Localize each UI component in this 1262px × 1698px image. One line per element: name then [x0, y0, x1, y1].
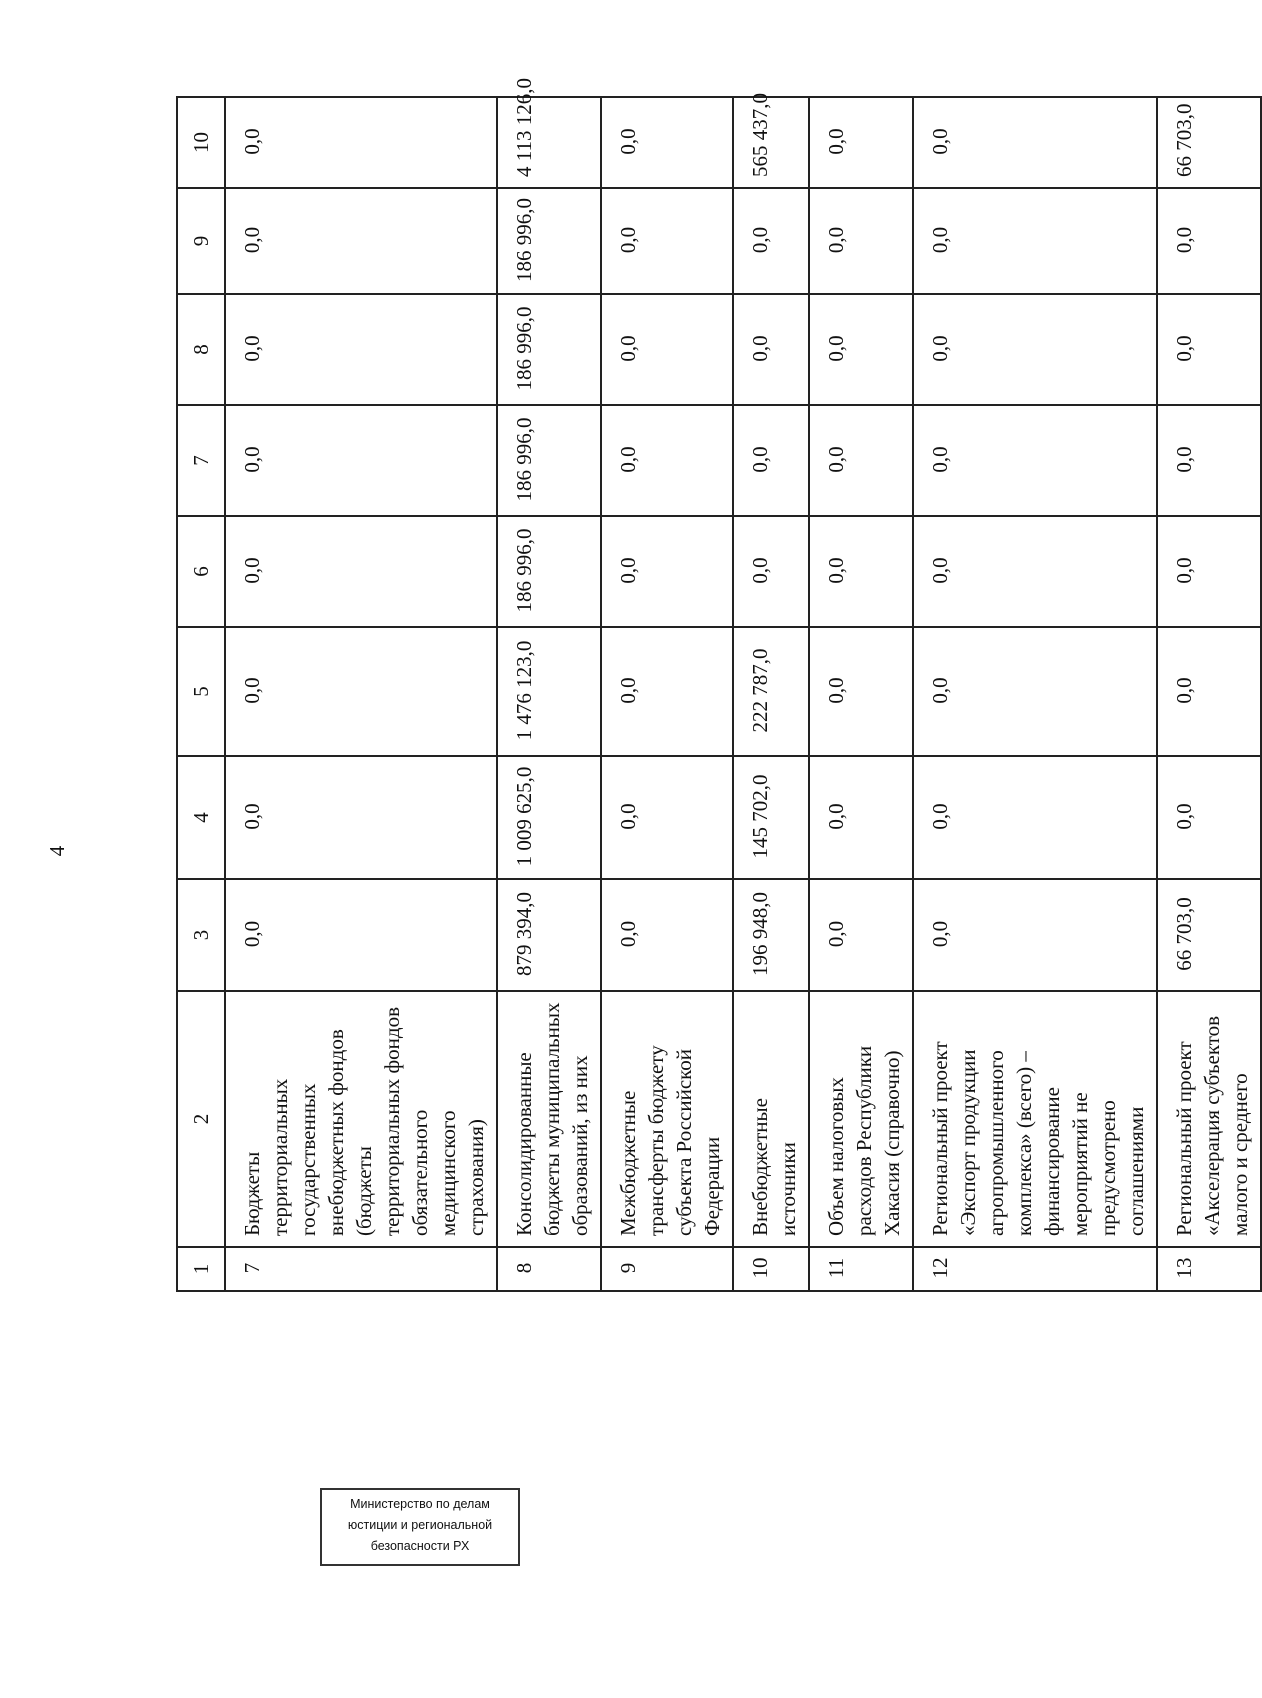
table-row [733, 97, 809, 1291]
value-cell: 0,0 [601, 879, 733, 991]
value-cell: 0,0 [733, 405, 809, 516]
value-cell: 0,0 [601, 294, 733, 405]
table-row [913, 97, 1157, 1291]
row-number: 10 [733, 1247, 809, 1291]
value-cell: 145 702,0 [733, 756, 809, 879]
value-cell: 0,0 [225, 879, 497, 991]
row-name: Объем налоговых расходов Республики Хакасия (справочно) [809, 991, 913, 1247]
value-cell: 1 009 625,0 [497, 756, 601, 879]
row-name: Внебюджетные источники [733, 991, 809, 1247]
value-cell: 0,0 [601, 188, 733, 294]
value-cell: 222 787,0 [733, 627, 809, 756]
value-cell: 0,0 [733, 294, 809, 405]
value-cell: 0,0 [225, 756, 497, 879]
value-cell: 0,0 [1157, 188, 1261, 294]
column-header: 6 [177, 516, 225, 627]
column-header: 1 [177, 1247, 225, 1291]
value-cell: 0,0 [913, 756, 1157, 879]
value-cell: 66 703,0 [1157, 879, 1261, 991]
table-body [225, 78, 1261, 1291]
value-cell: 0,0 [733, 516, 809, 627]
value-cell: 0,0 [809, 405, 913, 516]
page-number: 4 [45, 845, 69, 857]
ministry-stamp [320, 1488, 520, 1566]
value-cell: 0,0 [601, 516, 733, 627]
row-number: 7 [225, 1247, 497, 1291]
column-header: 3 [177, 879, 225, 991]
value-cell: 0,0 [809, 627, 913, 756]
value-cell: 0,0 [809, 97, 913, 188]
column-header: 8 [177, 294, 225, 405]
value-cell: 0,0 [913, 188, 1157, 294]
column-header: 9 [177, 188, 225, 294]
value-cell: 0,0 [1157, 627, 1261, 756]
row-name: Бюджеты территориальных государственных внебюджетных фондов (бюджеты территориальных фондов обязательного медицинского страхования) [225, 991, 497, 1247]
value-cell: 0,0 [601, 627, 733, 756]
table-row [809, 97, 913, 1291]
value-cell: 0,0 [913, 97, 1157, 188]
table-row [497, 97, 601, 1291]
value-cell: 0,0 [913, 879, 1157, 991]
row-name: Региональный проект «Акселерация субъектов малого и среднего [1157, 991, 1261, 1247]
row-number: 12 [913, 1247, 1157, 1291]
value-cell: 0,0 [809, 294, 913, 405]
value-cell: 0,0 [225, 627, 497, 756]
value-cell: 0,0 [913, 516, 1157, 627]
value-cell: 1 476 123,0 [497, 627, 601, 756]
value-cell: 0,0 [809, 188, 913, 294]
value-cell: 0,0 [913, 405, 1157, 516]
table-row [1157, 97, 1261, 1291]
value-cell: 186 996,0 [497, 405, 601, 516]
table-header-row [177, 97, 225, 1291]
value-cell: 0,0 [733, 188, 809, 294]
stamp-line: юстиции и региональной [347, 1518, 493, 1532]
value-cell: 66 703,0 [1157, 97, 1261, 188]
value-cell: 186 996,0 [497, 516, 601, 627]
table-row [225, 97, 497, 1291]
value-cell: 186 996,0 [497, 294, 601, 405]
value-cell: 0,0 [225, 405, 497, 516]
value-cell: 0,0 [225, 188, 497, 294]
value-cell: 0,0 [1157, 294, 1261, 405]
value-cell: 196 948,0 [733, 879, 809, 991]
value-cell: 0,0 [225, 97, 497, 188]
column-header: 2 [177, 991, 225, 1247]
value-cell: 0,0 [913, 627, 1157, 756]
row-number: 11 [809, 1247, 913, 1291]
value-cell: 565 437,0 [733, 97, 809, 188]
value-cell: 0,0 [809, 879, 913, 991]
value-cell: 0,0 [601, 405, 733, 516]
value-cell: 0,0 [225, 516, 497, 627]
stamp-line: безопасности РХ [370, 1539, 470, 1553]
value-cell: 0,0 [601, 756, 733, 879]
value-cell: 4 113 126,0 [497, 97, 601, 188]
row-name: Консолидированные бюджеты муниципальных образований, из них [497, 991, 601, 1247]
value-cell: 0,0 [809, 516, 913, 627]
budget-table [176, 78, 1262, 1292]
row-number: 9 [601, 1247, 733, 1291]
value-cell: 0,0 [1157, 756, 1261, 879]
value-cell: 186 996,0 [497, 188, 601, 294]
table-row [601, 97, 733, 1291]
value-cell: 0,0 [809, 756, 913, 879]
stamp-line: Министерство по делам [350, 1497, 490, 1511]
value-cell: 0,0 [225, 294, 497, 405]
column-header: 7 [177, 405, 225, 516]
value-cell: 879 394,0 [497, 879, 601, 991]
row-name: Региональный проект «Экспорт продукции агропромышленного комплекса» (всего) – финансирование мероприятий не предусмотрено соглашениями [913, 991, 1157, 1247]
column-header: 5 [177, 627, 225, 756]
column-header: 4 [177, 756, 225, 879]
column-header: 10 [177, 97, 225, 188]
value-cell: 0,0 [601, 97, 733, 188]
value-cell: 0,0 [1157, 516, 1261, 627]
row-number: 13 [1157, 1247, 1261, 1291]
budget-table-container [176, 78, 1252, 1292]
row-name: Межбюджетные трансферты бюджету субъекта Российской Федерации [601, 991, 733, 1247]
row-number: 8 [497, 1247, 601, 1291]
value-cell: 0,0 [1157, 405, 1261, 516]
value-cell: 0,0 [913, 294, 1157, 405]
